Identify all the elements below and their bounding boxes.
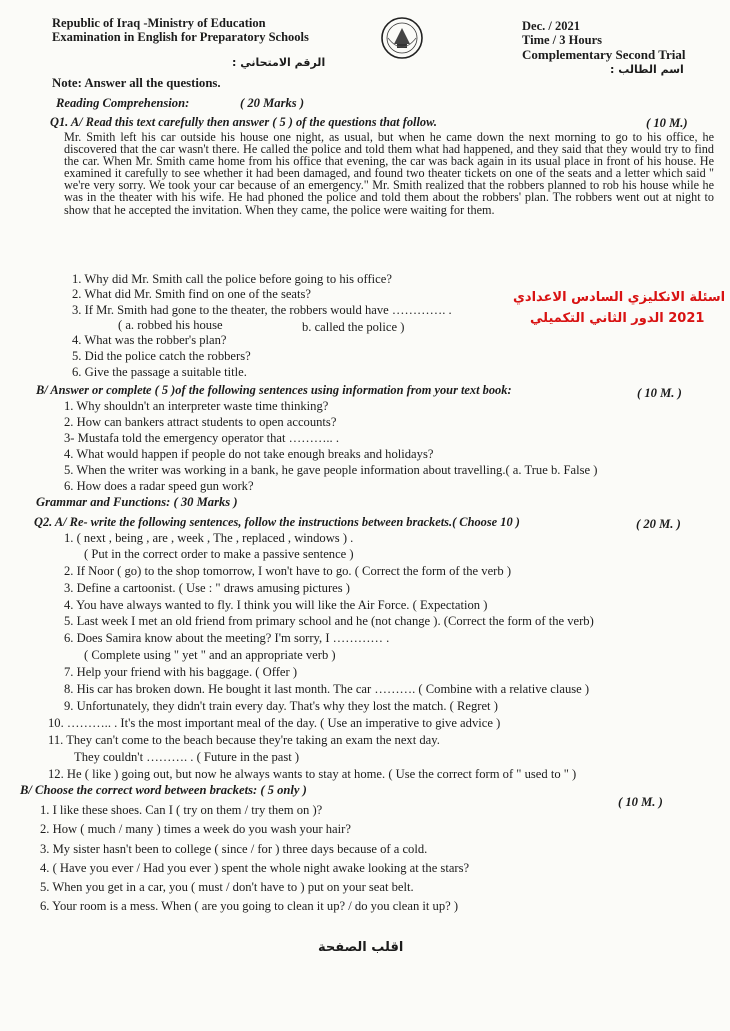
reading-marks: ( 20 Marks ) — [240, 96, 305, 110]
q2a-heading: Q2. A/ Re- write the following sentences, follow the instructions between brackets.( Choose 10 ) — [34, 515, 520, 529]
q1a-heading: Q1. A/ Read this text carefully then answer ( 5 ) of the questions that follow. — [50, 115, 438, 129]
q2b-marks: ( 10 M. ) — [618, 795, 663, 809]
question-6: 6. Give the passage a suitable title. — [72, 365, 247, 379]
q1b-item-4: 4. What would happen if people do not take enough breaks and holidays? — [64, 447, 434, 461]
q2a-line-6: 6. Does Samira know about the meeting? I'm sorry, I ………… . — [64, 631, 390, 645]
q2b-item-3: 3. My sister hasn't been to college ( since / for ) three days because of a cold. — [40, 842, 428, 856]
q1b-marks: ( 10 M. ) — [637, 386, 682, 400]
question-5: 5. Did the police catch the robbers? — [72, 349, 251, 363]
turn-page-label: اقلب الصفحة — [318, 940, 404, 955]
q2a-line-10: 10. ……….. . It's the most important meal of the day. ( Use an imperative to give advice ) — [48, 716, 501, 730]
question-3-option-b: b. called the police ) — [302, 320, 405, 334]
q1b-item-1: 1. Why shouldn't an interpreter waste time thinking? — [64, 399, 329, 413]
q2a-line-5: 5. Last week I met an old friend from primary school and he (not change ). (Correct the form of the verb) — [64, 614, 594, 628]
q2a-line-3: 3. Define a cartoonist. ( Use : " draws amusing pictures ) — [64, 581, 350, 595]
grammar-title: Grammar and Functions: ( 30 Marks ) — [36, 495, 238, 509]
reading-title: Reading Comprehension: — [56, 96, 190, 110]
question-3: 3. If Mr. Smith had gone to the theater, the robbers would have …………. . — [72, 303, 452, 317]
q1b-item-5: 5. When the writer was working in a bank, he gave people information about travelling.( a. True b. False ) — [64, 463, 598, 477]
header-exam-title: Examination in English for Preparatory Schools — [52, 30, 309, 44]
q2a-line-8: 8. His car has broken down. He bought it last month. The car ………. ( Combine with a relative clause ) — [64, 682, 590, 696]
q2b-item-5: 5. When you get in a car, you ( must / don't have to ) put on your seat belt. — [40, 880, 414, 894]
question-4: 4. What was the robber's plan? — [72, 333, 227, 347]
q1b-heading: B/ Answer or complete ( 5 )of the following sentences using information from your text book: — [36, 383, 512, 397]
student-name-label: اسم الطالب : — [610, 63, 684, 76]
q2a-line-2: 2. If Noor ( go) to the shop tomorrow, I won't have to go. ( Correct the form of the verb ) — [64, 564, 512, 578]
q2b-item-1: 1. I like these shoes. Can I ( try on them / try them on )? — [40, 803, 323, 817]
red-caption-line2: 2021 الدور الثاني التكميلي — [530, 311, 705, 326]
q2b-item-2: 2. How ( much / many ) times a week do you wash your hair? — [40, 822, 351, 836]
q2a-line-9: 9. Unfortunately, they didn't train every day. That's why they lost the match. ( Regret ) — [64, 699, 498, 713]
q2a-line-1-instruction: ( Put in the correct order to make a passive sentence ) — [84, 547, 354, 561]
question-3-option-a: ( a. robbed his house — [118, 318, 223, 332]
q2a-line-7: 7. Help your friend with his baggage. ( Offer ) — [64, 665, 298, 679]
reading-passage: Mr. Smith left his car outside his house one night, as usual, but when he came down the next morning to go to his office, he discovered that the car wasn't there. He called the police and told them what had happened, and they said that they would try to find the car. When Mr. Smith came home from his office that evening, the car was back again in its usual place in front of his house. He examined it carefully to see whether it had been damaged, and found two theater tickets on one of the seats and a letter which said " we're very sorry. We took your car because of an emergency." Mr. Smith realized that the robbers planned to rob his house while he was in the theater with his wife. He had phoned the police and told them about the robbers' plan. The robbers went out at night to show that he accepted the invitation. When they came, the police were waiting for them. — [64, 130, 714, 217]
q2a-marks: ( 20 M. ) — [636, 517, 681, 531]
q2a-line-4: 4. You have always wanted to fly. I think you will like the Air Force. ( Expectation ) — [64, 598, 488, 612]
red-caption-line1: اسئلة الانكليزي السادس الاعدادي — [513, 290, 726, 305]
header-time: Time / 3 Hours — [522, 33, 602, 47]
header-date: Dec. / 2021 — [522, 19, 580, 33]
q2b-heading: B/ Choose the correct word between brackets: ( 5 only ) — [20, 783, 307, 797]
q1b-item-2: 2. How can bankers attract students to open accounts? — [64, 415, 337, 429]
exam-number-label: الرقم الامتحاني : — [232, 56, 326, 69]
q2a-line-11: 11. They can't come to the beach because they're taking an exam the next day. — [48, 733, 440, 747]
q2b-item-6: 6. Your room is a mess. When ( are you going to clean it up? / do you clean it up? ) — [40, 899, 459, 913]
q2b-item-4: 4. ( Have you ever / Had you ever ) spent the whole night awake looking at the stars? — [40, 861, 470, 875]
note: Note: Answer all the questions. — [52, 76, 221, 90]
q2a-line-11-completion: They couldn't ………. . ( Future in the past ) — [74, 750, 300, 764]
q1b-item-3: 3- Mustafa told the emergency operator that ……….. . — [64, 431, 340, 445]
q2a-line-12: 12. He ( like ) going out, but now he always wants to stay at home. ( Use the correct form of " used to " ) — [48, 767, 577, 781]
q2a-line-1: 1. ( next , being , are , week , The , replaced , windows ) . — [64, 531, 354, 545]
header-trial: Complementary Second Trial — [522, 47, 686, 62]
question-1: 1. Why did Mr. Smith call the police before going to his office? — [72, 272, 392, 286]
q2a-line-6-instruction: ( Complete using " yet " and an appropriate verb ) — [84, 648, 336, 662]
header-ministry: Republic of Iraq -Ministry of Education — [52, 16, 266, 30]
q1b-item-6: 6. How does a radar speed gun work? — [64, 479, 254, 493]
ministry-emblem-icon — [380, 16, 424, 60]
q1a-marks: ( 10 M.) — [646, 116, 688, 130]
question-2: 2. What did Mr. Smith find on one of the seats? — [72, 287, 312, 301]
